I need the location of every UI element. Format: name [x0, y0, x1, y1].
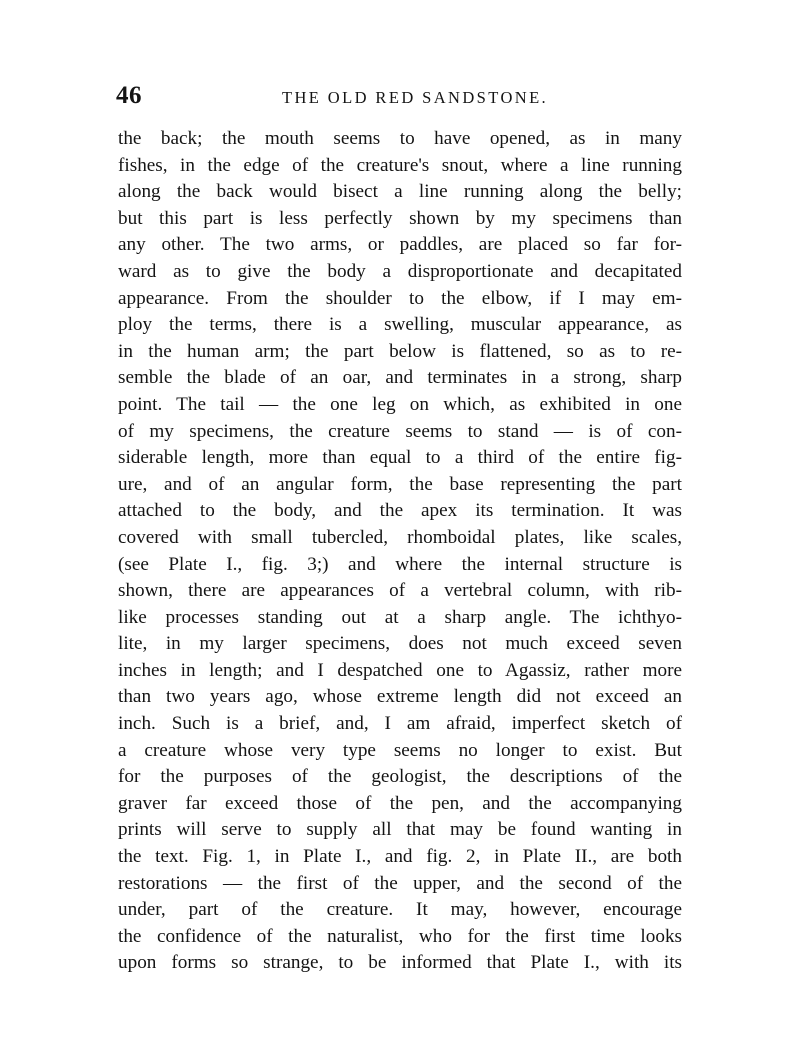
text-line: ploy the terms, there is a swelling, muscular appearance, as: [118, 314, 682, 336]
text-line: ward as to give the body a disproportionate and decapitated: [118, 260, 682, 282]
text-line: upon forms so strange, to be informed that Plate I., with its: [118, 952, 682, 974]
text-line: lite, in my larger specimens, does not much exceed seven: [118, 633, 682, 655]
text-line: ure, and of an angular form, the base representing the part: [118, 473, 682, 495]
body-text: [118, 126, 682, 977]
text-line: semble the blade of an oar, and terminates in a strong, sharp: [118, 367, 682, 389]
text-line: graver far exceed those of the pen, and the accompanying: [118, 792, 682, 814]
text-line: a creature whose very type seems no longer to exist. But: [118, 739, 682, 761]
text-line: (see Plate I., fig. 3;) and where the internal structure is: [118, 553, 682, 575]
text-line: the confidence of the naturalist, who for the first time looks: [118, 925, 682, 947]
text-line: of my specimens, the creature seems to stand — is of con-: [118, 420, 682, 442]
running-title: THE OLD RED SANDSTONE.: [282, 88, 549, 107]
text-line: in the human arm; the part below is flattened, so as to re-: [118, 340, 682, 362]
text-line: siderable length, more than equal to a third of the entire fig-: [118, 447, 682, 469]
text-line: shown, there are appearances of a vertebral column, with rib-: [118, 580, 682, 602]
text-line: attached to the body, and the apex its termination. It was: [118, 500, 682, 522]
text-line: the back; the mouth seems to have opened, as in many: [118, 128, 682, 149]
text-line: covered with small tubercled, rhomboidal plates, like scales,: [118, 526, 682, 548]
running-head: [116, 82, 678, 112]
text-line: prints will serve to supply all that may be found wanting in: [118, 819, 682, 841]
text-line: inches in length; and I despatched one to Agassiz, rather more: [118, 659, 682, 681]
text-line: but this part is less perfectly shown by my specimens than: [118, 207, 682, 229]
text-line: like processes standing out at a sharp angle. The ichthyo-: [118, 606, 682, 628]
text-line: inch. Such is a brief, and, I am afraid, imperfect sketch of: [118, 713, 682, 735]
text-line: than two years ago, whose extreme length did not exceed an: [118, 686, 682, 708]
text-line: any other. The two arms, or paddles, are placed so far for-: [118, 234, 682, 256]
text-line: along the back would bisect a line running along the belly;: [118, 181, 682, 203]
text-line: appearance. From the shoulder to the elbow, if I may em-: [118, 287, 682, 309]
text-line: fishes, in the edge of the creature's snout, where a line running: [118, 154, 682, 176]
text-line: restorations — the first of the upper, and the second of the: [118, 872, 682, 894]
text-line: for the purposes of the geologist, the descriptions of the: [118, 766, 682, 788]
text-line: point. The tail — the one leg on which, as exhibited in one: [118, 393, 682, 415]
text-line: under, part of the creature. It may, however, encourage: [118, 899, 682, 921]
text-line: the text. Fig. 1, in Plate I., and fig. 2, in Plate II., are both: [118, 846, 682, 868]
page-number: 46: [116, 82, 142, 109]
